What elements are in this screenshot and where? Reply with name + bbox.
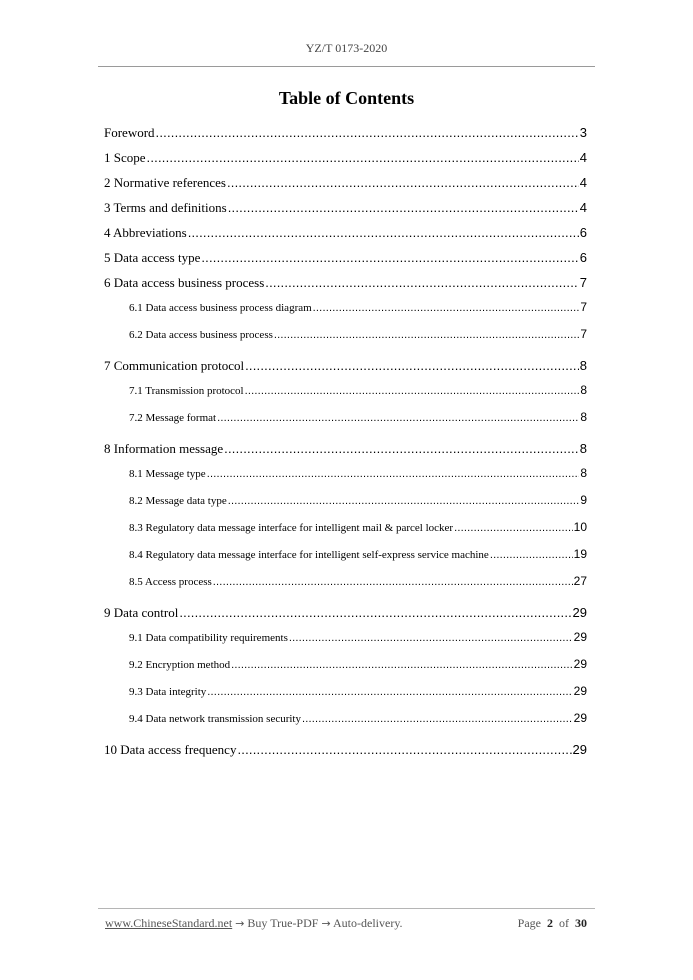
toc-entry-page: 8 xyxy=(579,441,587,456)
toc-entry[interactable] xyxy=(104,250,587,275)
toc-entry-title: 9.4 Data network transmission security xyxy=(129,713,301,725)
toc-entry-title: 1 Scope xyxy=(104,150,146,165)
arrow-right-icon: → xyxy=(235,917,245,930)
dot-leader xyxy=(245,358,579,373)
toc-entry-title: 9 Data control xyxy=(104,605,179,620)
toc-entry[interactable] xyxy=(104,150,587,175)
toc-subentry[interactable] xyxy=(104,466,587,493)
document-code: YZ/T 0173-2020 xyxy=(305,41,388,55)
arrow-right-icon: → xyxy=(321,917,331,930)
toc-entry-title: 7.1 Transmission protocol xyxy=(129,385,244,397)
dot-leader xyxy=(228,200,579,215)
toc-entry-page: 8 xyxy=(580,466,587,480)
toc-entry[interactable] xyxy=(104,175,587,200)
toc-entry-title: 2 Normative references xyxy=(104,175,226,190)
dot-leader xyxy=(227,175,579,190)
dot-leader xyxy=(274,328,579,342)
toc-entry[interactable] xyxy=(104,275,587,300)
page-current: 2 xyxy=(547,916,553,930)
toc-entry-title: 6 Data access business process xyxy=(104,275,265,290)
toc-subentry[interactable] xyxy=(104,520,587,547)
toc-entry-page: 27 xyxy=(573,574,587,588)
toc-entry-title: 5 Data access type xyxy=(104,250,201,265)
toc-entry-title: Foreword xyxy=(104,125,155,140)
toc-entry-page: 8 xyxy=(579,358,587,373)
toc-entry-page: 29 xyxy=(572,605,587,620)
toc-subentry[interactable] xyxy=(104,300,587,327)
toc-entry-page: 10 xyxy=(573,520,587,534)
dot-leader xyxy=(228,494,580,508)
dot-leader xyxy=(217,411,579,425)
buy-pdf-link[interactable]: Buy True-PDF xyxy=(247,916,319,930)
toc-entry-title: 4 Abbreviations xyxy=(104,225,187,240)
toc-entry-page: 4 xyxy=(579,200,587,215)
toc-subentry[interactable] xyxy=(104,547,587,574)
toc-entry-title: 10 Data access frequency xyxy=(104,742,237,757)
toc-entry-page: 29 xyxy=(573,684,587,698)
toc-subentry[interactable] xyxy=(104,711,587,742)
dot-leader xyxy=(454,521,573,535)
toc-entry-title: 7.2 Message format xyxy=(129,412,217,424)
toc-entry-page: 6 xyxy=(579,225,587,240)
toc-entry[interactable] xyxy=(104,125,587,150)
dot-leader xyxy=(156,125,579,140)
page-prefix: Page xyxy=(517,916,541,930)
toc-subentry[interactable] xyxy=(104,383,587,410)
toc-entry-title: 8 Information message xyxy=(104,441,224,456)
dot-leader xyxy=(207,685,572,699)
dot-leader xyxy=(188,225,579,240)
toc-entry-title: 9.2 Encryption method xyxy=(129,659,231,671)
toc-subentry[interactable] xyxy=(104,493,587,520)
delivery-text: Auto-delivery. xyxy=(333,916,403,930)
toc-subentry[interactable] xyxy=(104,327,587,358)
toc-subentry[interactable] xyxy=(104,657,587,684)
toc-entry-title: 8.2 Message data type xyxy=(129,495,227,507)
toc-entry[interactable] xyxy=(104,225,587,250)
toc-entry-page: 19 xyxy=(573,547,587,561)
dot-leader xyxy=(490,548,573,562)
toc-entry-title: 6.2 Data access business process xyxy=(129,329,273,341)
page-footer xyxy=(105,916,587,931)
toc-entry-page: 29 xyxy=(573,630,587,644)
dot-leader xyxy=(179,605,571,620)
toc-entry-page: 8 xyxy=(580,410,587,424)
toc-entry-page: 7 xyxy=(580,300,587,314)
toc-entry-title: 8.4 Regulatory data message interface for intelligent self-express service machine xyxy=(129,549,489,561)
header-divider xyxy=(98,66,595,67)
toc-entry-page: 7 xyxy=(579,275,587,290)
toc-entry-title: 6.1 Data access business process diagram xyxy=(129,302,312,314)
dot-leader xyxy=(245,384,580,398)
site-link[interactable]: www.ChineseStandard.net xyxy=(105,916,233,930)
toc-entry-page: 6 xyxy=(579,250,587,265)
toc-subentry[interactable] xyxy=(104,684,587,711)
footer-divider xyxy=(98,908,595,909)
toc-subentry[interactable] xyxy=(104,410,587,441)
toc-entry[interactable] xyxy=(104,742,587,767)
toc-entry-page: 4 xyxy=(579,150,587,165)
toc-entry-page: 29 xyxy=(572,742,587,757)
toc-entry-title: 7 Communication protocol xyxy=(104,358,245,373)
toc-entry-page: 8 xyxy=(580,383,587,397)
dot-leader xyxy=(201,250,578,265)
dot-leader xyxy=(265,275,578,290)
dot-leader xyxy=(231,658,573,672)
toc-subentry[interactable] xyxy=(104,574,587,605)
toc-entry-title: 8.1 Message type xyxy=(129,468,206,480)
dot-leader xyxy=(289,631,573,645)
toc-entry[interactable] xyxy=(104,441,587,466)
toc-entry-title: 9.1 Data compatibility requirements xyxy=(129,632,288,644)
toc-entry-page: 29 xyxy=(573,711,587,725)
page-title: Table of Contents xyxy=(278,88,415,108)
toc-entry-title: 8.3 Regulatory data message interface for intelligent mail & parcel locker xyxy=(129,522,454,534)
footer-left xyxy=(105,916,403,931)
toc-entry-title: 8.5 Access process xyxy=(129,576,212,588)
toc-entry[interactable] xyxy=(104,358,587,383)
toc-subentry[interactable] xyxy=(104,630,587,657)
dot-leader xyxy=(147,150,579,165)
page-total: 30 xyxy=(575,916,587,930)
dot-leader xyxy=(224,441,579,456)
toc-entry-title: 3 Terms and definitions xyxy=(104,200,227,215)
toc-entry-page: 7 xyxy=(580,327,587,341)
dot-leader xyxy=(237,742,571,757)
toc-entry-page: 29 xyxy=(573,657,587,671)
dot-leader xyxy=(313,301,580,315)
toc-entry-page: 3 xyxy=(579,125,587,140)
page-number xyxy=(518,916,587,931)
toc-entry-page: 4 xyxy=(579,175,587,190)
toc-entry-title: 9.3 Data integrity xyxy=(129,686,207,698)
toc-entry[interactable] xyxy=(104,200,587,225)
table-of-contents xyxy=(104,125,587,767)
dot-leader xyxy=(302,712,573,726)
dot-leader xyxy=(207,467,580,481)
dot-leader xyxy=(213,575,573,589)
toc-entry[interactable] xyxy=(104,605,587,630)
toc-entry-page: 9 xyxy=(580,493,587,507)
page-of: of xyxy=(559,916,569,930)
